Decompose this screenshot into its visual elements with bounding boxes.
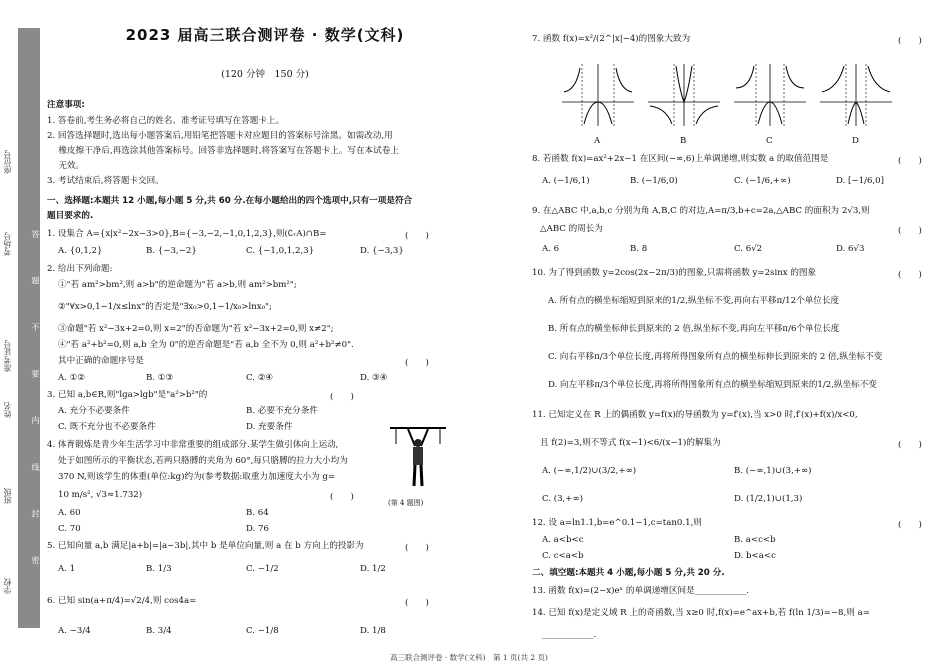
q11-option: A. (−∞,1/2)∪(3/2,+∞) [542,466,637,476]
notice-line: 橡皮擦干净后,再选涂其他答案标号。回答非选择题时,将答案写在答题卡上。写在本试卷上 [47,146,399,156]
q2-line: 其中正确的命题序号是 [58,356,144,366]
q7-option: D [852,136,859,146]
q7-graph-b [646,62,722,128]
answer-paren: ( ) [898,270,922,280]
q8-option: C. (−1/6,+∞) [734,176,791,186]
q1-option: A. {0,1,2} [58,246,103,256]
q4-option: B. 64 [246,508,269,518]
q2-line: 2. 给出下列命题: [47,264,113,274]
name-label: 姓名 [3,402,12,418]
answer-paren: ( ) [898,226,922,236]
q6-option: A. −3/4 [58,626,91,636]
q2-line: ③命题"若 x²−3x+2=0,则 x=2"的否命题为"若 x²−3x+2=0,则 x≠2"; [58,324,334,334]
q7-stem: 7. 函数 f(x)=x²/(2^|x|−4)的图象大致为 [532,34,691,44]
q1-option: D. {−3,3} [360,246,404,256]
page-footer: 高三联合测评卷 · 数学(文科) 第 1 页(共 2 页) [390,653,548,662]
q6-option: D. 1/8 [360,626,386,636]
q11-line: 且 f(2)=3,则不等式 f(x−1)<6/(x−1)的解集为 [540,438,721,448]
q12-option: B. a<c<b [734,535,776,545]
notice-line: 1. 答卷前,考生务必将自己的姓名、准考证号填写在答题卡上。 [47,116,285,126]
q7-graph-a [560,62,636,128]
q11-line: 11. 已知定义在 R 上的偶函数 y=f(x)的导函数为 y=f′(x),当 x>0 时,f′(x)+f(x)/x<0, [532,410,858,420]
answer-paren: ( ) [898,520,922,530]
q4-caption: (第 4 题图) [388,499,424,507]
answer-paren: ( ) [898,36,922,46]
q2-line: ④"若 a²+b²=0,则 a,b 全为 0"的逆否命题是"若 a,b 全不为 0,则 a²+b²≠0". [58,340,354,350]
q3-option: A. 充分不必要条件 [58,406,130,416]
q1-option: C. {−1,0,1,2,3} [246,246,315,256]
section1-heading: 一、选择题:本题共 12 小题,每小题 5 分,共 60 分.在每小题给出的四个选项中,只有一项是符合 [47,196,413,206]
exam-title: 2023 届高三联合测评卷 · 数学(文科) [125,26,405,44]
q2-option: A. ①② [58,373,86,383]
q2-line: ①"若 am²>bm²,则 a>b"的逆命题为"若 a>b,则 am²>bm²"; [58,280,297,290]
q4-line: 4. 体育锻炼是青少年生活学习中非常重要的组成部分.某学生做引体向上运动, [47,440,339,450]
q12-option: A. a<b<c [542,535,584,545]
notice-line: 2. 回答选择题时,选出每小题答案后,用铅笔把答题卡对应题目的答案标号涂黑。如需改动,用 [47,131,393,141]
notice-line: 3. 考试结束后,将答题卡交回。 [47,176,164,186]
q2-option: D. ③④ [360,373,388,383]
q9-option: D. 6√3 [836,244,865,254]
q1-option: B. {−3,−2} [146,246,197,256]
school-label: 学校 [3,578,12,594]
q9-option: A. 6 [542,244,560,254]
q4-option: D. 76 [246,524,269,534]
q8-stem: 8. 若函数 f(x)=ax²+2x−1 在区间(−∞,6)上单调递增,则实数 a 的取值范围是 [532,154,829,164]
q5-option: C. −1/2 [246,564,279,574]
room-label: 考场号 [3,232,12,256]
answer-paren: ( ) [898,156,922,166]
q5-option: D. 1/2 [360,564,386,574]
q3-option: B. 必要不充分条件 [246,406,318,416]
q8-option: D. [−1/6,0] [836,176,884,186]
seat-label: 座位号 [3,150,12,174]
q9-line: △ABC 的周长为 [540,224,603,234]
q10-option: A. 所有点的横坐标缩短到原来的1/2,纵坐标不变,再向右平移π/12个单位长度 [548,296,840,306]
section1-heading: 题目要求的. [47,211,94,221]
answer-paren: ( ) [405,231,429,241]
exam-time: (120 分钟 150 分) [221,69,309,80]
q2-option: B. ①③ [146,373,174,383]
q8-option: A. (−1/6,1) [542,176,590,186]
q10-option: D. 向左平移π/3个单位长度,再将所得图象所有点的横坐标缩短到原来的1/2,纵坐标不变 [548,380,877,390]
q7-option: B [680,136,687,146]
ticket-label: 准考证号 [3,340,12,372]
q11-option: D. (1/2,1)∪(1,3) [734,494,803,504]
q5-option: A. 1 [58,564,76,574]
q7-option: C [766,136,773,146]
q9-option: B. 8 [630,244,648,254]
pullup-figure [388,424,448,496]
q14-stem: 14. 已知 f(x)是定义域 R 上的奇函数,当 x≥0 时,f(x)=e^ax+b,若 f(ln 1/3)=−8,则 a= [532,608,870,618]
q2-option: C. ②④ [246,373,274,383]
q10-option: C. 向右平移π/3个单位长度,再将所得图象所有点的横坐标伸长到原来的 2 倍,纵坐标不变 [548,352,883,362]
q7-option: A [594,136,601,146]
q12-option: D. b<a<c [734,551,776,561]
q3-option: D. 充要条件 [246,422,293,432]
q1-stem: 1. 设集合 A={x|x²−2x−3>0},B={−3,−2,−1,0,1,2,3},则(∁ᵣA)∩B= [47,229,327,239]
q10-option: B. 所有点的横坐标伸长到原来的 2 倍,纵坐标不变,再向左平移π/6个单位长度 [548,324,840,334]
q4-line: 370 N,则该学生的体重(单位:kg)约为(参考数据:取重力加速度大小为 g= [58,472,336,482]
section2-heading: 二、填空题:本题共 4 小题,每小题 5 分,共 20 分. [532,568,725,578]
q12-stem: 12. 设 a=ln1.1,b=e^0.1−1,c=tan0.1,则 [532,518,702,528]
q4-line: 处于如图所示的平衡状态,若两只胳膊的夹角为 60°,每只胳膊的拉力大小均为 [58,456,348,466]
q14-blank: ____________. [542,630,597,640]
q4-option: C. 70 [58,524,81,534]
q9-line: 9. 在△ABC 中,a,b,c 分别为角 A,B,C 的对边,A=π/3,b+c=2a,△ABC 的面积为 2√3,则 [532,206,870,216]
binding-stripe [0,0,42,672]
q3-option: C. 既不充分也不必要条件 [58,422,156,432]
seal-line-text: 答 题 不 要 内 线 封 密 [31,230,40,582]
q12-option: C. c<a<b [542,551,584,561]
q6-option: C. −1/8 [246,626,279,636]
q4-option: A. 60 [58,508,81,518]
answer-paren: ( ) [405,598,429,608]
q5-option: B. 1/3 [146,564,172,574]
q13-stem: 13. 函数 f(x)=(2−x)eˣ 的单调递增区间是____________. [532,586,749,596]
answer-paren: ( ) [330,492,354,502]
q8-option: B. (−1/6,0) [630,176,678,186]
answer-paren: ( ) [330,392,354,402]
notice-head: 注意事项: [47,100,85,110]
notice-line: 无效。 [47,161,85,171]
q7-graph-c [732,62,808,128]
q2-line: ②"∀x>0,1−1/x≤lnx"的否定是"∃x₀>0,1−1/x₀>lnx₀"; [58,302,272,312]
q11-option: C. (3,+∞) [542,494,583,504]
q6-option: B. 3/4 [146,626,172,636]
answer-paren: ( ) [898,440,922,450]
class-label: 班级 [3,488,12,504]
answer-paren: ( ) [405,358,429,368]
q6-stem: 6. 已知 sin(a+π/4)=√2/4,则 cos4a= [47,596,197,606]
q9-option: C. 6√2 [734,244,763,254]
q7-graph-d [818,62,894,128]
q3-stem: 3. 已知 a,b∈R,则"lga>lgb"是"a²>b²"的 [47,390,208,400]
q4-line: 10 m/s², √3≈1.732) [58,490,143,500]
q11-option: B. (−∞,1)∪(3,+∞) [734,466,812,476]
answer-paren: ( ) [405,543,429,553]
q10-stem: 10. 为了得到函数 y=2cos(2x−2π/3)的图象,只需将函数 y=2sinx 的图象 [532,268,817,278]
q5-stem: 5. 已知向量 a,b 满足|a+b|=|a−3b|,其中 b 是单位向量,则 a 在 b 方向上的投影为 [47,541,364,551]
